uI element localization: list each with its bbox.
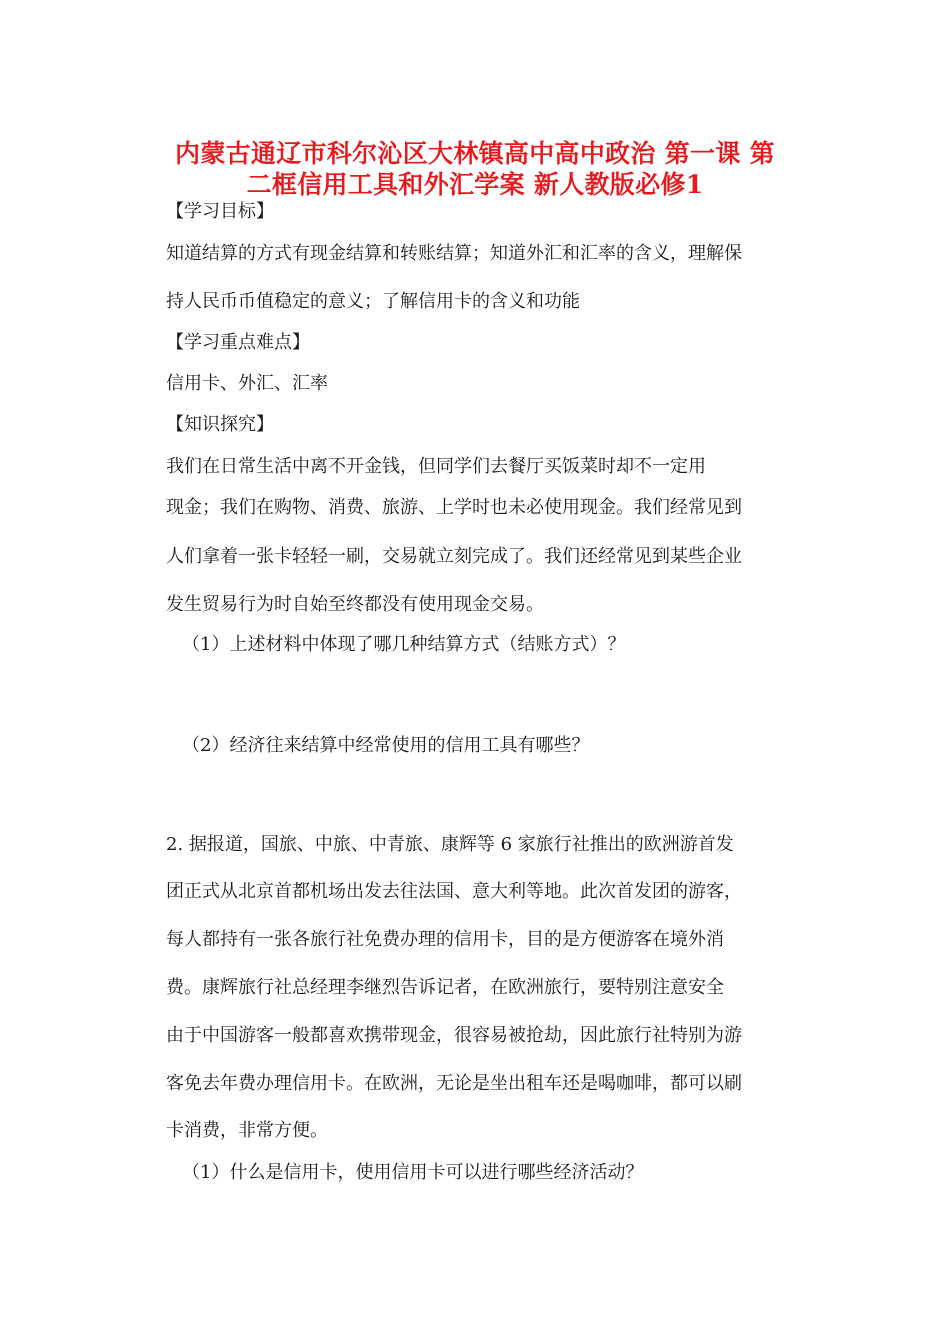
learning-goal-heading: 【学习目标】 bbox=[166, 201, 274, 222]
explore-paragraph-line-4: 发生贸易行为时自始至终都没有使用现金交易。 bbox=[166, 594, 544, 615]
document-title bbox=[150, 138, 800, 200]
case-2-line-6: 客免去年费办理信用卡。在欧洲，无论是坐出租车还是喝咖啡，都可以刷 bbox=[166, 1073, 742, 1094]
case-2-line-2: 团正式从北京首都机场出发去往法国、意大利等地。此次首发团的游客， bbox=[166, 881, 742, 902]
case-2-question-1: （1）什么是信用卡，使用信用卡可以进行哪些经济活动？ bbox=[182, 1162, 644, 1183]
case-2-line-3: 每人都持有一张各旅行社免费办理的信用卡，目的是方便游客在境外消 bbox=[166, 929, 724, 950]
key-points-text: 信用卡、外汇、汇率 bbox=[166, 373, 328, 394]
learning-goal-line-2: 持人民币币值稳定的意义；了解信用卡的含义和功能 bbox=[166, 291, 580, 312]
explore-paragraph-line-1: 我们在日常生活中离不开金钱，但同学们去餐厅买饭菜时却不一定用 bbox=[166, 456, 706, 477]
explore-paragraph-line-3: 人们拿着一张卡轻轻一刷，交易就立刻完成了。我们还经常见到某些企业 bbox=[166, 546, 742, 567]
title-line-2: 二框信用工具和外汇学案 新人教版必修1 bbox=[246, 170, 704, 199]
title-line-1: 内蒙古通辽市科尔沁区大林镇高中高中政治 第一课 第 bbox=[175, 139, 775, 168]
key-points-heading bbox=[166, 331, 310, 355]
knowledge-explore-heading: 【知识探究】 bbox=[166, 414, 274, 435]
case-2-line-7: 卡消费，非常方便。 bbox=[166, 1120, 328, 1141]
case-2-line-1: 2. 据报道，国旅、中旅、中青旅、康辉等 6 家旅行社推出的欧洲游首发 bbox=[166, 834, 734, 855]
learning-goal-line-1: 知道结算的方式有现金结算和转账结算；知道外汇和汇率的含义，理解保 bbox=[166, 243, 742, 264]
question-2: （2）经济往来结算中经常使用的信用工具有哪些？ bbox=[182, 735, 590, 756]
key-points-heading-text: 【学习重点难点】 bbox=[166, 332, 310, 353]
case-2-line-4: 费。康辉旅行社总经理李继烈告诉记者，在欧洲旅行，要特别注意安全 bbox=[166, 977, 724, 998]
explore-paragraph-line-2: 现金；我们在购物、消费、旅游、上学时也未必使用现金。我们经常见到 bbox=[166, 497, 742, 518]
case-2-line-5: 由于中国游客一般都喜欢携带现金，很容易被抢劫，因此旅行社特别为游 bbox=[166, 1025, 742, 1046]
question-1: （1）上述材料中体现了哪几种结算方式（结账方式）？ bbox=[182, 634, 626, 655]
